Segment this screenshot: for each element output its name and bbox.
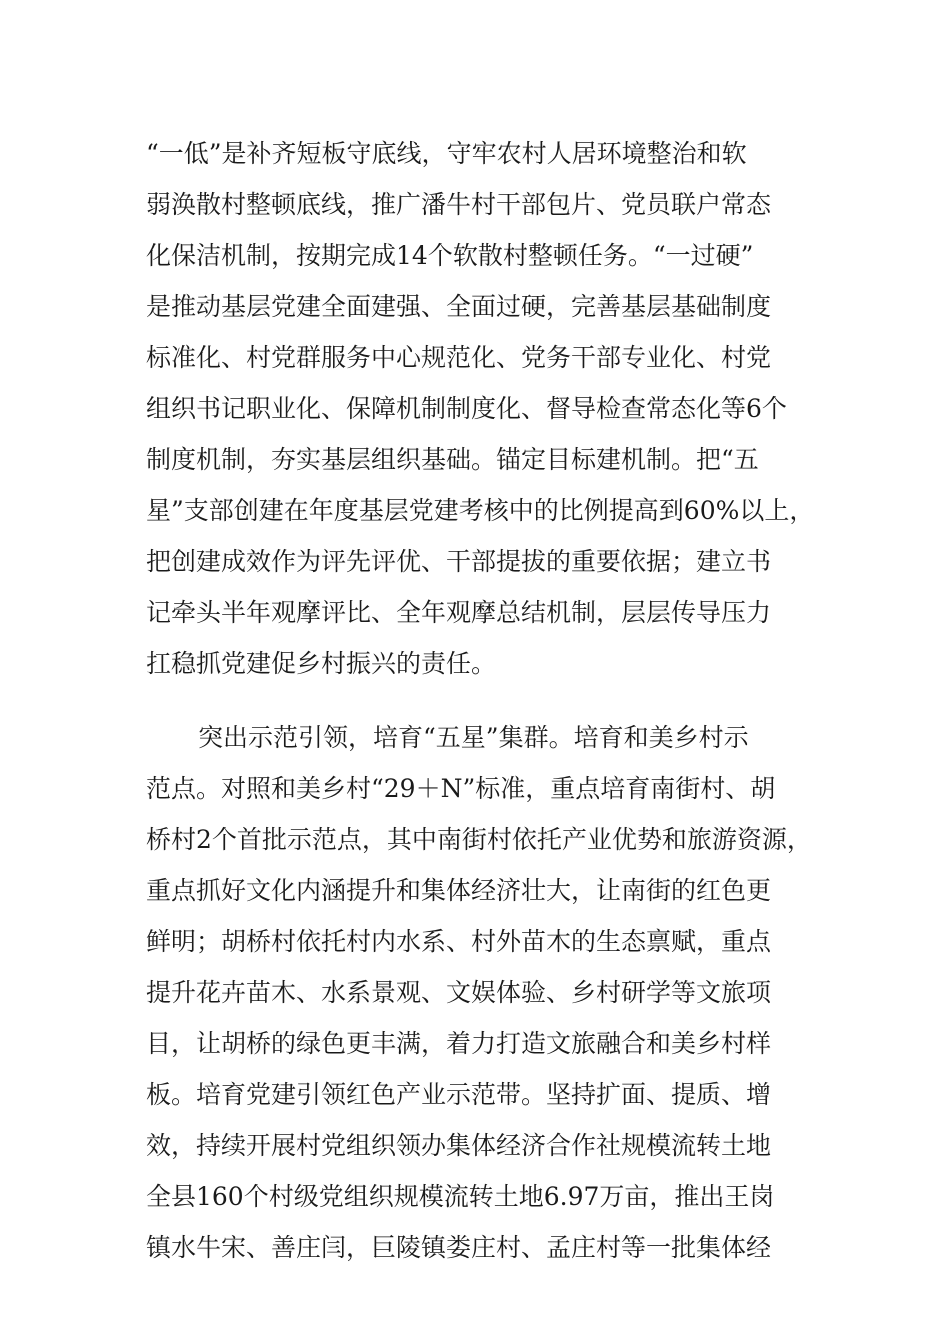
text-line: 扛稳抓党建促乡村振兴的责任。 xyxy=(146,649,497,678)
text-line: 桥村2个首批示范点，其中南街村依托产业优势和旅游资源， xyxy=(146,825,812,854)
document-body xyxy=(146,128,826,1273)
text-line: 范点。对照和美乡村“29＋N”标准，重点培育南街村、胡 xyxy=(146,774,776,803)
text-line: 把创建成效作为评先评优、干部提拔的重要依据；建立书 xyxy=(146,547,772,576)
text-line: 弱涣散村整顿底线，推广潘牛村干部包片、党员联户常态 xyxy=(146,190,772,219)
text-line: 目，让胡桥的绿色更丰满，着力打造文旅融合和美乡村样 xyxy=(146,1029,772,1058)
text-line-first: 突出示范引领，培育“五星”集群。培育和美乡村示 xyxy=(198,723,749,752)
text-line: 制度机制，夯实基层组织基础。锚定目标建机制。把“五 xyxy=(146,445,759,474)
text-line: 效，持续开展村党组织领办集体经济合作社规模流转土地 xyxy=(146,1131,772,1160)
text-line: 提升花卉苗木、水系景观、文娱体验、乡村研学等文旅项 xyxy=(146,978,772,1007)
text-line: 板。培育党建引领红色产业示范带。坚持扩面、提质、增 xyxy=(146,1080,772,1109)
paragraph-gap xyxy=(146,689,826,712)
paragraph-1 xyxy=(146,128,826,689)
text-line: 重点抓好文化内涵提升和集体经济壮大，让南街的红色更 xyxy=(146,876,772,905)
text-line: 是推动基层党建全面建强、全面过硬，完善基层基础制度 xyxy=(146,292,772,321)
text-line: 镇水牛宋、善庄闫，巨陵镇娄庄村、孟庄村等一批集体经 xyxy=(146,1233,772,1262)
text-line: “一低”是补齐短板守底线，守牢农村人居环境整治和软 xyxy=(146,139,747,168)
text-line: 组织书记职业化、保障机制制度化、督导检查常态化等6个 xyxy=(146,394,787,423)
paragraph-2 xyxy=(146,712,826,1273)
text-line: 星”支部创建在年度基层党建考核中的比例提高到60%以上， xyxy=(146,496,815,525)
text-line: 化保洁机制，按期完成14个软散村整顿任务。“一过硬” xyxy=(146,241,754,270)
text-line: 标准化、村党群服务中心规范化、党务干部专业化、村党 xyxy=(146,343,772,372)
text-line: 全县160个村级党组织规模流转土地6.97万亩，推出王岗 xyxy=(146,1182,775,1211)
text-line: 鲜明；胡桥村依托村内水系、村外苗木的生态禀赋，重点 xyxy=(146,927,772,956)
text-line: 记牵头半年观摩评比、全年观摩总结机制，层层传导压力 xyxy=(146,598,772,627)
